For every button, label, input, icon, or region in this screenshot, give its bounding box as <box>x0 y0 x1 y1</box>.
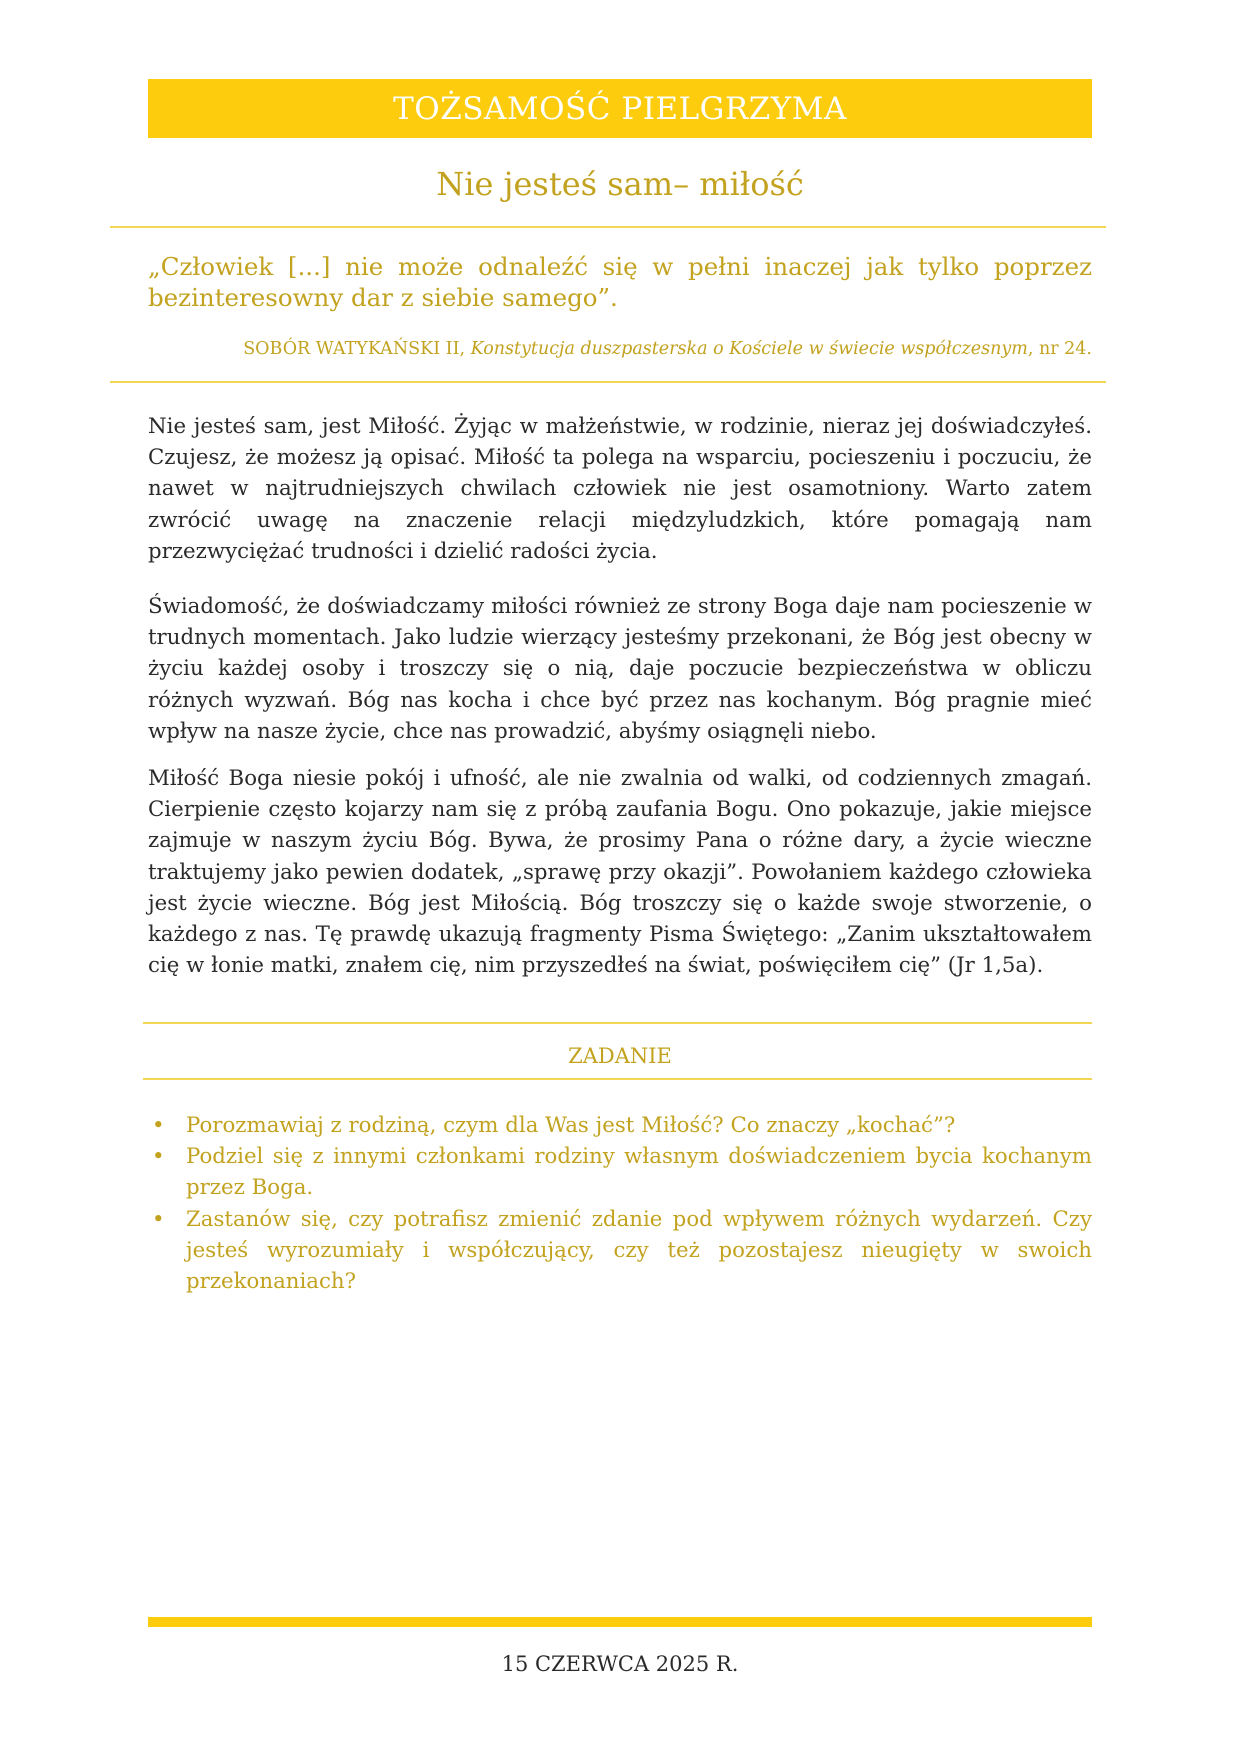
task-item-text: Zastanów się, czy potrafisz zmienić zdanie pod wpływem różnych wydarzeń. Czy jesteś wyrozumiały i współczujący, czy też pozostajesz nieugięty w swoich przekonaniach? <box>186 1206 1092 1295</box>
body-paragraph: Miłość Boga niesie pokój i ufność, ale nie zwalnia od walki, od codziennych zmagań. Cierpienie często kojarzy nam się z próbą zaufania Bogu. Ono pokazuje, jakie miejsce zajmuje w naszym życiu Bóg. Bywa, że prosimy Pana o różne dary, a życie wieczne traktujemy jako pewien dodatek, „sprawę przy okazji”. Powołaniem każdego człowieka jest życie wieczne. Bóg jest Miłością. Bóg troszczy się o każde swoje stworzenie, o każdego z nas. Tę prawdę ukazują fragmenty Pisma Świętego: „Zanim ukształtowałem cię w łonie matki, znałem cię, nim przyszedłeś na świat, poświęciłem cię” (Jr 1,5a). <box>148 766 1092 979</box>
task-item-text: Porozmawiaj z rodziną, czym dla Was jest Miłość? Co znaczy „kochać”? <box>186 1113 956 1138</box>
divider-task-bottom <box>143 1078 1092 1080</box>
task-list <box>148 1110 1092 1297</box>
quote-source-title: Konstytucja duszpasterska o Kościele w świecie współczesnym <box>470 339 1028 359</box>
divider-task-top <box>143 1022 1092 1024</box>
banner-title: TOŻSAMOŚĆ PIELGRZYMA <box>393 90 847 127</box>
quote-source <box>148 339 1092 359</box>
body-paragraph: Świadomość, że doświadczamy miłości również ze strony Boga daje nam pocieszenie w trudnych momentach. Jako ludzie wierzący jesteśmy przekonani, że Bóg jest obecny w życiu każdej osoby i troszczy się o nią, daje poczucie bezpieczeństwa w obliczu różnych wyzwań. Bóg nas kocha i chce być przez nas kochanym. Bóg pragnie mieć wpływ na nasze życie, chce nas prowadzić, abyśmy osiągnęli niebo. <box>148 594 1092 744</box>
quote-source-ref: , nr 24. <box>1027 339 1092 359</box>
bullet-icon: • <box>152 1206 165 1232</box>
divider-top <box>110 226 1106 228</box>
title-banner <box>148 79 1092 138</box>
task-item <box>148 1110 1092 1141</box>
bullet-icon: • <box>152 1144 165 1170</box>
bullet-icon: • <box>152 1113 165 1138</box>
page-subtitle: Nie jesteś sam– miłość <box>436 165 804 203</box>
footer-date: 15 CZERWCA 2025 R. <box>501 1652 739 1676</box>
quote-source-author: SOBÓR WATYKAŃSKI II, <box>243 339 471 359</box>
quote-text: „Człowiek [...] nie może odnaleźć się w pełni inaczej jak tylko poprzez bezinteresowny dar z siebie samego”. <box>148 252 1092 312</box>
body-paragraph: Nie jesteś sam, jest Miłość. Żyjąc w małżeństwie, w rodzinie, nieraz jej doświadczyłeś. Czujesz, że możesz ją opisać. Miłość ta polega na wsparciu, pocieszeniu i poczuciu, że nawet w najtrudniejszych chwilach człowiek nie jest osamotniony. Warto zatem zwrócić uwagę na znaczenie relacji międzyludzkich, które pomagają nam przezwyciężać trudności i dzielić radości życia. <box>148 414 1092 564</box>
divider-quote <box>110 381 1106 383</box>
task-header: ZADANIE <box>568 1044 672 1068</box>
task-item <box>148 1204 1092 1298</box>
footer-bar <box>148 1617 1092 1627</box>
task-item <box>148 1141 1092 1203</box>
task-item-text: Podziel się z innymi członkami rodziny własnym doświadczeniem bycia kochanym przez Boga. <box>186 1144 1092 1201</box>
